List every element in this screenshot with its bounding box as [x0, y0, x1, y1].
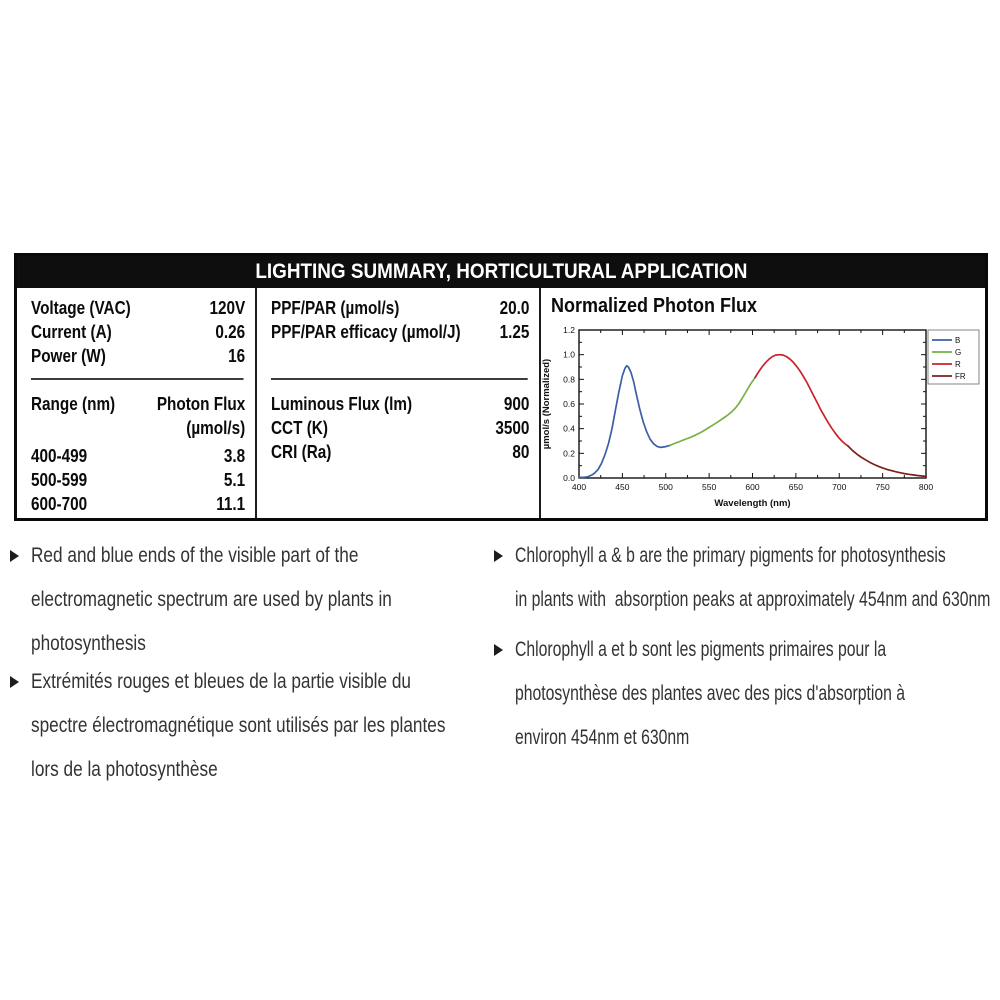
spectrum-chart	[541, 316, 982, 518]
spec-value: 1.25	[499, 322, 530, 342]
chart-title: Normalized Photon Flux	[551, 295, 758, 317]
spec-label: CCT (K)	[271, 418, 328, 438]
flux-cell: 5.1	[223, 470, 246, 490]
chart-legend	[928, 330, 979, 384]
bullet-text	[515, 628, 1000, 760]
y-axis-title: µmol/s (Normalized)	[541, 358, 552, 450]
range-cell: 400-499	[31, 446, 88, 466]
bullet-text-line: environ 454nm et 630nm	[515, 726, 690, 749]
svg-text:0.2: 0.2	[563, 448, 575, 459]
ppf-specs-column	[257, 288, 541, 518]
series-G	[670, 378, 755, 446]
spec-row-ppf-efficacy	[271, 320, 529, 344]
bullets-right-column	[484, 534, 1000, 792]
bullet-text-line: photosynthesis	[31, 632, 146, 655]
bullet-text-line: electromagnetic spectrum are used by plants in	[31, 588, 392, 611]
svg-text:0.6: 0.6	[563, 399, 575, 409]
chart-column	[541, 288, 982, 518]
bullet-french-chlorophyll	[494, 628, 1000, 760]
bullet-text	[31, 534, 471, 666]
electrical-specs-content	[31, 296, 245, 516]
svg-text:550: 550	[702, 482, 717, 492]
flux-header-line1: Photon Flux	[156, 394, 246, 414]
spec-label: PPF/PAR efficacy (µmol/J)	[271, 322, 461, 342]
spec-value: 900	[503, 394, 530, 414]
bullet-triangle-icon	[494, 644, 503, 656]
svg-text:R: R	[955, 360, 961, 369]
bullet-text-line: in plants with absorption peaks at approximately 454nm and 630nm	[515, 588, 991, 611]
spec-value: 16	[228, 346, 246, 366]
spec-label: Power (W)	[31, 346, 106, 366]
spec-row-current	[31, 320, 245, 344]
spec-label: CRI (Ra)	[271, 442, 332, 462]
flux-header-label	[157, 392, 245, 440]
svg-text:G: G	[955, 348, 962, 357]
svg-text:0.0: 0.0	[563, 473, 575, 483]
bullet-triangle-icon	[494, 550, 503, 562]
svg-text:1.0: 1.0	[563, 349, 575, 360]
panel-title: LIGHTING SUMMARY, HORTICULTURAL APPLICATION	[254, 260, 748, 283]
spec-label: Luminous Flux (lm)	[271, 394, 413, 414]
bullet-triangle-icon	[10, 550, 19, 562]
bullet-text-line: lors de la photosynthèse	[31, 758, 218, 781]
chart-series	[579, 355, 926, 478]
flux-cell: 3.8	[223, 446, 246, 466]
table-row	[31, 492, 245, 516]
spec-row-cct	[271, 416, 529, 440]
spec-row-cri	[271, 440, 529, 464]
x-axis-title: Wavelength (nm)	[714, 498, 791, 509]
panel-header	[17, 256, 985, 288]
photon-flux-table-header	[31, 392, 245, 440]
bullet-text-line: Chlorophyll a et b sont les pigments primaires pour la	[515, 638, 887, 661]
spec-label: PPF/PAR (µmol/s)	[271, 298, 400, 318]
svg-text:1.2: 1.2	[563, 325, 575, 335]
bullet-text	[31, 660, 536, 792]
svg-text:750: 750	[875, 482, 890, 492]
chart-axes	[541, 325, 933, 509]
spec-row-power	[31, 344, 245, 368]
svg-text:B: B	[955, 336, 961, 345]
spec-row-voltage	[31, 296, 245, 320]
svg-text:0.4: 0.4	[563, 423, 575, 434]
spec-value: 120V	[209, 298, 246, 318]
series-FR	[848, 446, 926, 477]
panel-body	[17, 288, 985, 518]
spec-row-ppf	[271, 296, 529, 320]
divider-line	[31, 378, 244, 380]
bullet-text-line: Red and blue ends of the visible part of the	[31, 544, 359, 567]
spec-label: Voltage (VAC)	[31, 298, 131, 318]
bullet-triangle-icon	[10, 676, 19, 688]
bullet-english-spectrum	[10, 534, 484, 666]
bullets-section	[0, 534, 1000, 792]
series-R	[755, 355, 848, 446]
photon-flux-table-rows	[31, 444, 245, 516]
bullet-text	[515, 534, 1000, 622]
series-B	[579, 366, 670, 478]
spec-value: 80	[512, 442, 530, 462]
bullet-text-line: Chlorophyll a & b are the primary pigments for photosynthesis	[515, 544, 946, 567]
flux-header-line2: (µmol/s)	[186, 418, 246, 438]
svg-text:0.8: 0.8	[563, 374, 575, 385]
bullet-english-chlorophyll	[494, 534, 1000, 622]
svg-text:600: 600	[745, 482, 760, 492]
svg-text:650: 650	[788, 482, 803, 492]
range-cell: 600-700	[31, 494, 88, 514]
bullet-text-line: photosynthèse des plantes avec des pics d'absorption à	[515, 682, 906, 705]
svg-text:700: 700	[832, 482, 847, 492]
svg-text:400: 400	[571, 482, 587, 492]
bullet-text-line: Extrémités rouges et bleues de la partie visible du	[31, 670, 412, 693]
lighting-summary-panel	[14, 253, 988, 521]
svg-text:450: 450	[615, 482, 630, 492]
spec-row-luminous-flux	[271, 392, 529, 416]
table-row	[31, 444, 245, 468]
spec-value: 3500	[495, 418, 530, 438]
svg-text:800: 800	[918, 482, 934, 492]
divider-line	[271, 378, 528, 380]
flux-cell: 11.1	[216, 494, 246, 514]
spec-label: Current (A)	[31, 322, 112, 342]
bullets-left-column	[0, 534, 484, 792]
range-header-label: Range (nm)	[31, 394, 116, 414]
svg-text:FR: FR	[955, 372, 966, 381]
ppf-specs-content	[271, 296, 529, 464]
svg-text:500: 500	[658, 482, 673, 492]
table-row	[31, 468, 245, 492]
range-cell: 500-599	[31, 470, 88, 490]
spec-value: 20.0	[499, 298, 530, 318]
electrical-specs-column	[17, 288, 257, 518]
bullet-french-spectrum	[10, 660, 484, 792]
spec-value: 0.26	[215, 322, 246, 342]
bullet-text-line: spectre électromagnétique sont utilisés par les plantes	[31, 714, 446, 737]
